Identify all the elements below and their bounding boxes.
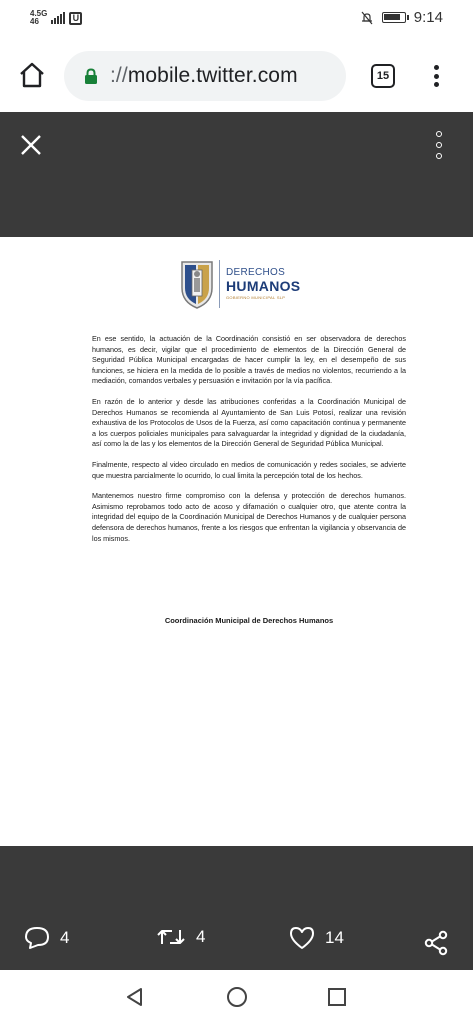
status-bar — [0, 0, 473, 38]
reply-button[interactable] — [24, 926, 69, 950]
paragraph: Mantenemos nuestro firme compromiso con la defensa y protección de derechos humanos. Asimismo reprobamos todo acto de acoso y difamación o cualquier otro, que atente contra la integridad del equipo de la Coordinación Municipal de Derechos Humanos y de cualquier persona defensora de derechos humanos, frente a los riesgos que enfrentan la vigilancia y observancia de los mismos. — [92, 491, 406, 543]
battery-icon — [382, 12, 406, 23]
back-icon[interactable] — [124, 986, 146, 1008]
logo-line-1: DERECHOS — [226, 267, 286, 278]
url-scheme: :// — [110, 64, 128, 87]
url-text — [110, 64, 298, 88]
home-circle-icon[interactable] — [226, 986, 248, 1008]
paragraph: En ese sentido, la actuación de la Coordinación consistió en ser observadora de derechos humanos, es decir, vigilar que el procedimiento de elementos de la Dirección General de Seguridad Pública Municipal encargadas de hacer cumplir la ley, en el desempeño de sus funciones, se hiciera en la medida de lo posible a través de medios no violentos, recurriendo a la mediación, comandos verbales y persuasión e invitación por la vía pacífica. — [92, 334, 406, 386]
reply-count: 4 — [60, 928, 70, 947]
menu-icon[interactable] — [430, 63, 442, 89]
network-label: 4.5G — [30, 9, 48, 18]
network-type — [30, 10, 47, 26]
like-count: 14 — [325, 928, 344, 947]
like-button[interactable] — [289, 926, 344, 950]
signal-icon — [51, 12, 65, 24]
tab-count: 15 — [376, 70, 390, 82]
media-footer — [0, 846, 473, 970]
media-header — [0, 112, 473, 237]
retweet-count: 4 — [196, 927, 206, 946]
clock: 9:14 — [413, 9, 443, 26]
logo-divider — [219, 260, 220, 308]
shield-logo-icon — [180, 258, 214, 310]
tabs-icon[interactable] — [371, 64, 395, 88]
retweet-button[interactable] — [156, 926, 205, 948]
paragraph: En razón de lo anterior y desde las atribuciones conferidas a la Coordinación Municipal de Derechos Humanos se recomienda al Ayuntamiento de San Luis Potosí, realizar una revisión exhaustiva de los Protocolos de Usos de la Fuerza, así como capacitación continua y permanente a los cuerpos policiales municipales para salvaguardar la integridad y dignidad de la ciudadanía, así como la de las y los elementos de la Dirección General de Seguridad Pública Municipal. — [92, 396, 406, 449]
retweet-icon — [156, 926, 186, 948]
home-icon[interactable] — [17, 60, 47, 90]
system-nav-bar — [0, 970, 473, 1024]
share-icon[interactable] — [423, 930, 449, 956]
status-left — [30, 10, 82, 26]
lock-icon — [84, 68, 98, 85]
document-image — [0, 237, 473, 846]
more-icon[interactable] — [432, 131, 446, 159]
logo-line-3: GOBIERNO MUNICIPAL SLP — [226, 295, 286, 300]
url-host: mobile.twitter.com — [127, 64, 298, 87]
mute-icon — [360, 11, 374, 25]
network-sub-label: 46 — [30, 17, 39, 26]
close-icon[interactable] — [18, 132, 44, 158]
document-body — [92, 334, 406, 554]
recents-icon[interactable] — [326, 986, 348, 1008]
reply-icon — [24, 926, 50, 950]
browser-toolbar — [0, 38, 473, 112]
logo-text — [226, 267, 300, 301]
address-bar[interactable] — [64, 51, 346, 101]
logo-line-2: HUMANOS — [226, 278, 301, 294]
like-icon — [289, 926, 315, 950]
sim-icon: U — [69, 12, 82, 25]
status-right — [360, 9, 443, 26]
signature: Coordinación Municipal de Derechos Humanos — [164, 616, 334, 625]
paragraph: Finalmente, respecto al video circulado en medios de comunicación y redes sociales, se advierte que muestra parcialmente lo ocurrido, lo cual limita la percepción total de los hechos. — [92, 459, 406, 480]
logo — [180, 258, 300, 310]
